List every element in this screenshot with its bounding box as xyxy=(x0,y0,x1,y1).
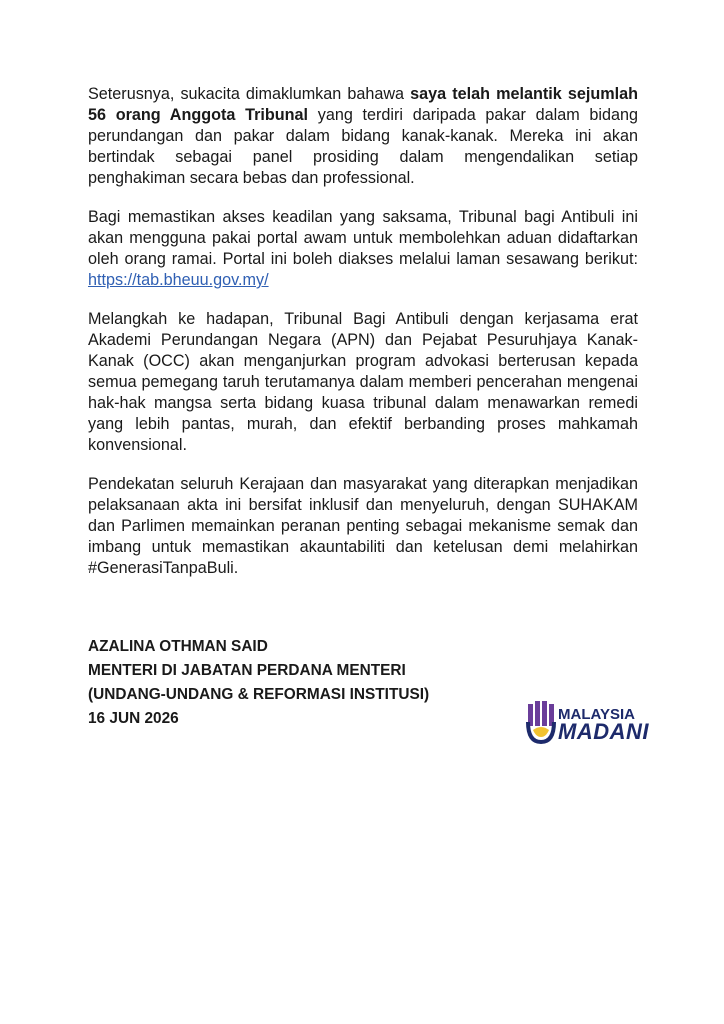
paragraph-appointment-rest: yang terdiri daripada pakar dalam bidang perundangan dan pakar dalam bidang kanak-kanak. Mereka ini akan bertindak sebagai panel prosiding dalam mengendalikan setiap penghakiman secara bebas dan professional. xyxy=(88,106,638,187)
signatory-title-line1: MENTERI DI JABATAN PERDANA MENTERI xyxy=(88,662,406,679)
paragraph-appointment-highlight: saya telah melantik sejumlah 56 orang Anggota Tribunal xyxy=(88,85,638,124)
signatory-name: AZALINA OTHMAN SAID xyxy=(88,638,268,655)
paragraph-advocacy: Melangkah ke hadapan, Tribunal Bagi Antibuli dengan kerjasama erat Akademi Perundangan Negara (APN) dan Pejabat Pesuruhjaya Kanak-Kanak (OCC) akan menganjurkan program advokasi berterusan kepada semua pemegang taruh terutamanya dalam memberi pencerahan mengenai hak-hak mangsa serta bidang kuasa tribunal dalam menawarkan remedi yang lebih pantas, murah, dan efektif berbanding proses mahkamah konvensional. xyxy=(88,310,638,454)
signatory-title-line2: (UNDANG-UNDANG & REFORMASI INSTITUSI) xyxy=(88,686,430,703)
document-body xyxy=(88,84,638,731)
paragraph-appointment-intro: Seterusnya, sukacita dimaklumkan bahawa xyxy=(88,85,411,103)
statement-date: 16 JUN 2026 xyxy=(88,710,179,727)
malaysia-madani-logo xyxy=(524,697,649,747)
paragraph-portal xyxy=(88,207,638,291)
paragraph-whole-of-government: Pendekatan seluruh Kerajaan dan masyarakat yang diterapkan menjadikan pelaksanaan akta ini bersifat inklusif dan menyeluruh, dengan SUHAKAM dan Parlimen memainkan peranan penting sebagai mekanisme semak dan imbang untuk memastikan akauntabiliti dan ketelusan demi melahirkan #GenerasiTanpaBuli. xyxy=(88,475,638,577)
paragraph-portal-text: Bagi memastikan akses keadilan yang saksama, Tribunal bagi Antibuli ini akan mengguna pakai portal awam untuk membolehkan aduan didaftarkan oleh orang ramai. Portal ini boleh diakses melalui laman sesawang berikut: xyxy=(88,208,638,268)
logo-text-malaysia: MALAYSIA xyxy=(558,706,635,723)
madani-hand-icon xyxy=(524,700,558,746)
portal-link[interactable]: https://tab.bheuu.gov.my/ xyxy=(88,271,269,289)
logo-text-madani: MADANI xyxy=(558,719,649,744)
paragraph-appointment xyxy=(88,84,638,189)
